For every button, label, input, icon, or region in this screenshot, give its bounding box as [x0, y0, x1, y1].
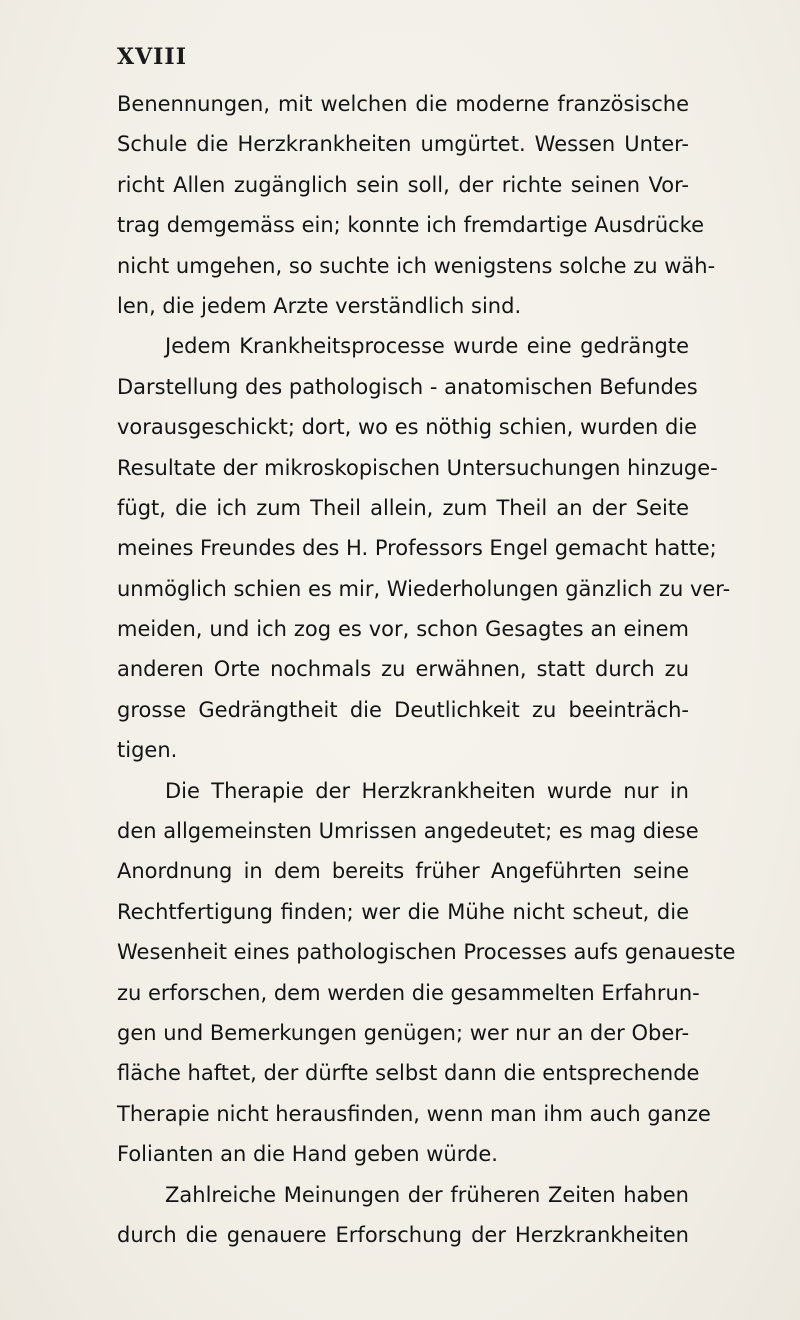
text-line: richt Allen zugänglich sein soll, der richte seinen Vor- — [117, 172, 689, 197]
text-line: meiden, und ich zog es vor, schon Gesagtes an einem — [117, 617, 689, 642]
body-text — [117, 84, 736, 1255]
text-line: den allgemeinsten Umrissen angedeutet; es mag diese — [117, 819, 699, 844]
text-line: vorausgeschickt; dort, wo es nöthig schien, wurden die — [117, 415, 698, 440]
text-line: trag demgemäss ein; konnte ich fremdartige Ausdrücke — [117, 213, 705, 238]
text-line: Wesenheit eines pathologischen Processes aufs genaueste — [117, 940, 736, 965]
text-line: tigen. — [117, 738, 178, 763]
text-line: Resultate der mikroskopischen Untersuchungen hinzuge- — [117, 455, 718, 480]
text-line: nicht umgehen, so suchte ich wenigstens solche zu wäh- — [117, 253, 716, 278]
text-line: Therapie nicht herausfinden, wenn man ihm auch ganze — [117, 1101, 711, 1126]
text-line: Schule die Herzkrankheiten umgürtet. Wessen Unter- — [117, 132, 689, 157]
text-line: fläche haftet, der dürfte selbst dann die entsprechende — [117, 1061, 700, 1086]
text-line: Rechtfertigung finden; wer die Mühe nicht scheut, die — [117, 899, 689, 924]
text-line: Anordnung in dem bereits früher Angeführten seine — [117, 859, 689, 884]
text-line: Darstellung des pathologisch - anatomischen Befundes — [117, 374, 698, 399]
text-line: Die Therapie der Herzkrankheiten wurde nur in — [165, 778, 689, 803]
text-line: grosse Gedrängtheit die Deutlichkeit zu beeinträch- — [117, 697, 689, 722]
text-line: zu erforschen, dem werden die gesammelten Erfahrun- — [117, 980, 700, 1005]
text-line: anderen Orte nochmals zu erwähnen, statt durch zu — [117, 657, 689, 682]
text-line: Jedem Krankheitsprocesse wurde eine gedrängte — [165, 334, 689, 359]
text-line: Zahlreiche Meinungen der früheren Zeiten haben — [165, 1182, 689, 1207]
text-line: fügt, die ich zum Theil allein, zum Theil an der Seite — [117, 495, 689, 520]
text-line: durch die genauere Erforschung der Herzkrankheiten — [117, 1222, 689, 1247]
page-number: XVIII — [117, 44, 188, 70]
text-line: meines Freundes des H. Professors Engel gemacht hatte; — [117, 536, 717, 561]
text-line: len, die jedem Arzte verständlich sind. — [117, 293, 522, 318]
text-line: gen und Bemerkungen genügen; wer nur an der Ober- — [117, 1020, 690, 1045]
text-line: unmöglich schien es mir, Wiederholungen gänzlich zu ver- — [117, 576, 731, 601]
text-line: Folianten an die Hand geben würde. — [117, 1142, 498, 1167]
text-line: Benennungen, mit welchen die moderne französische — [117, 92, 689, 116]
